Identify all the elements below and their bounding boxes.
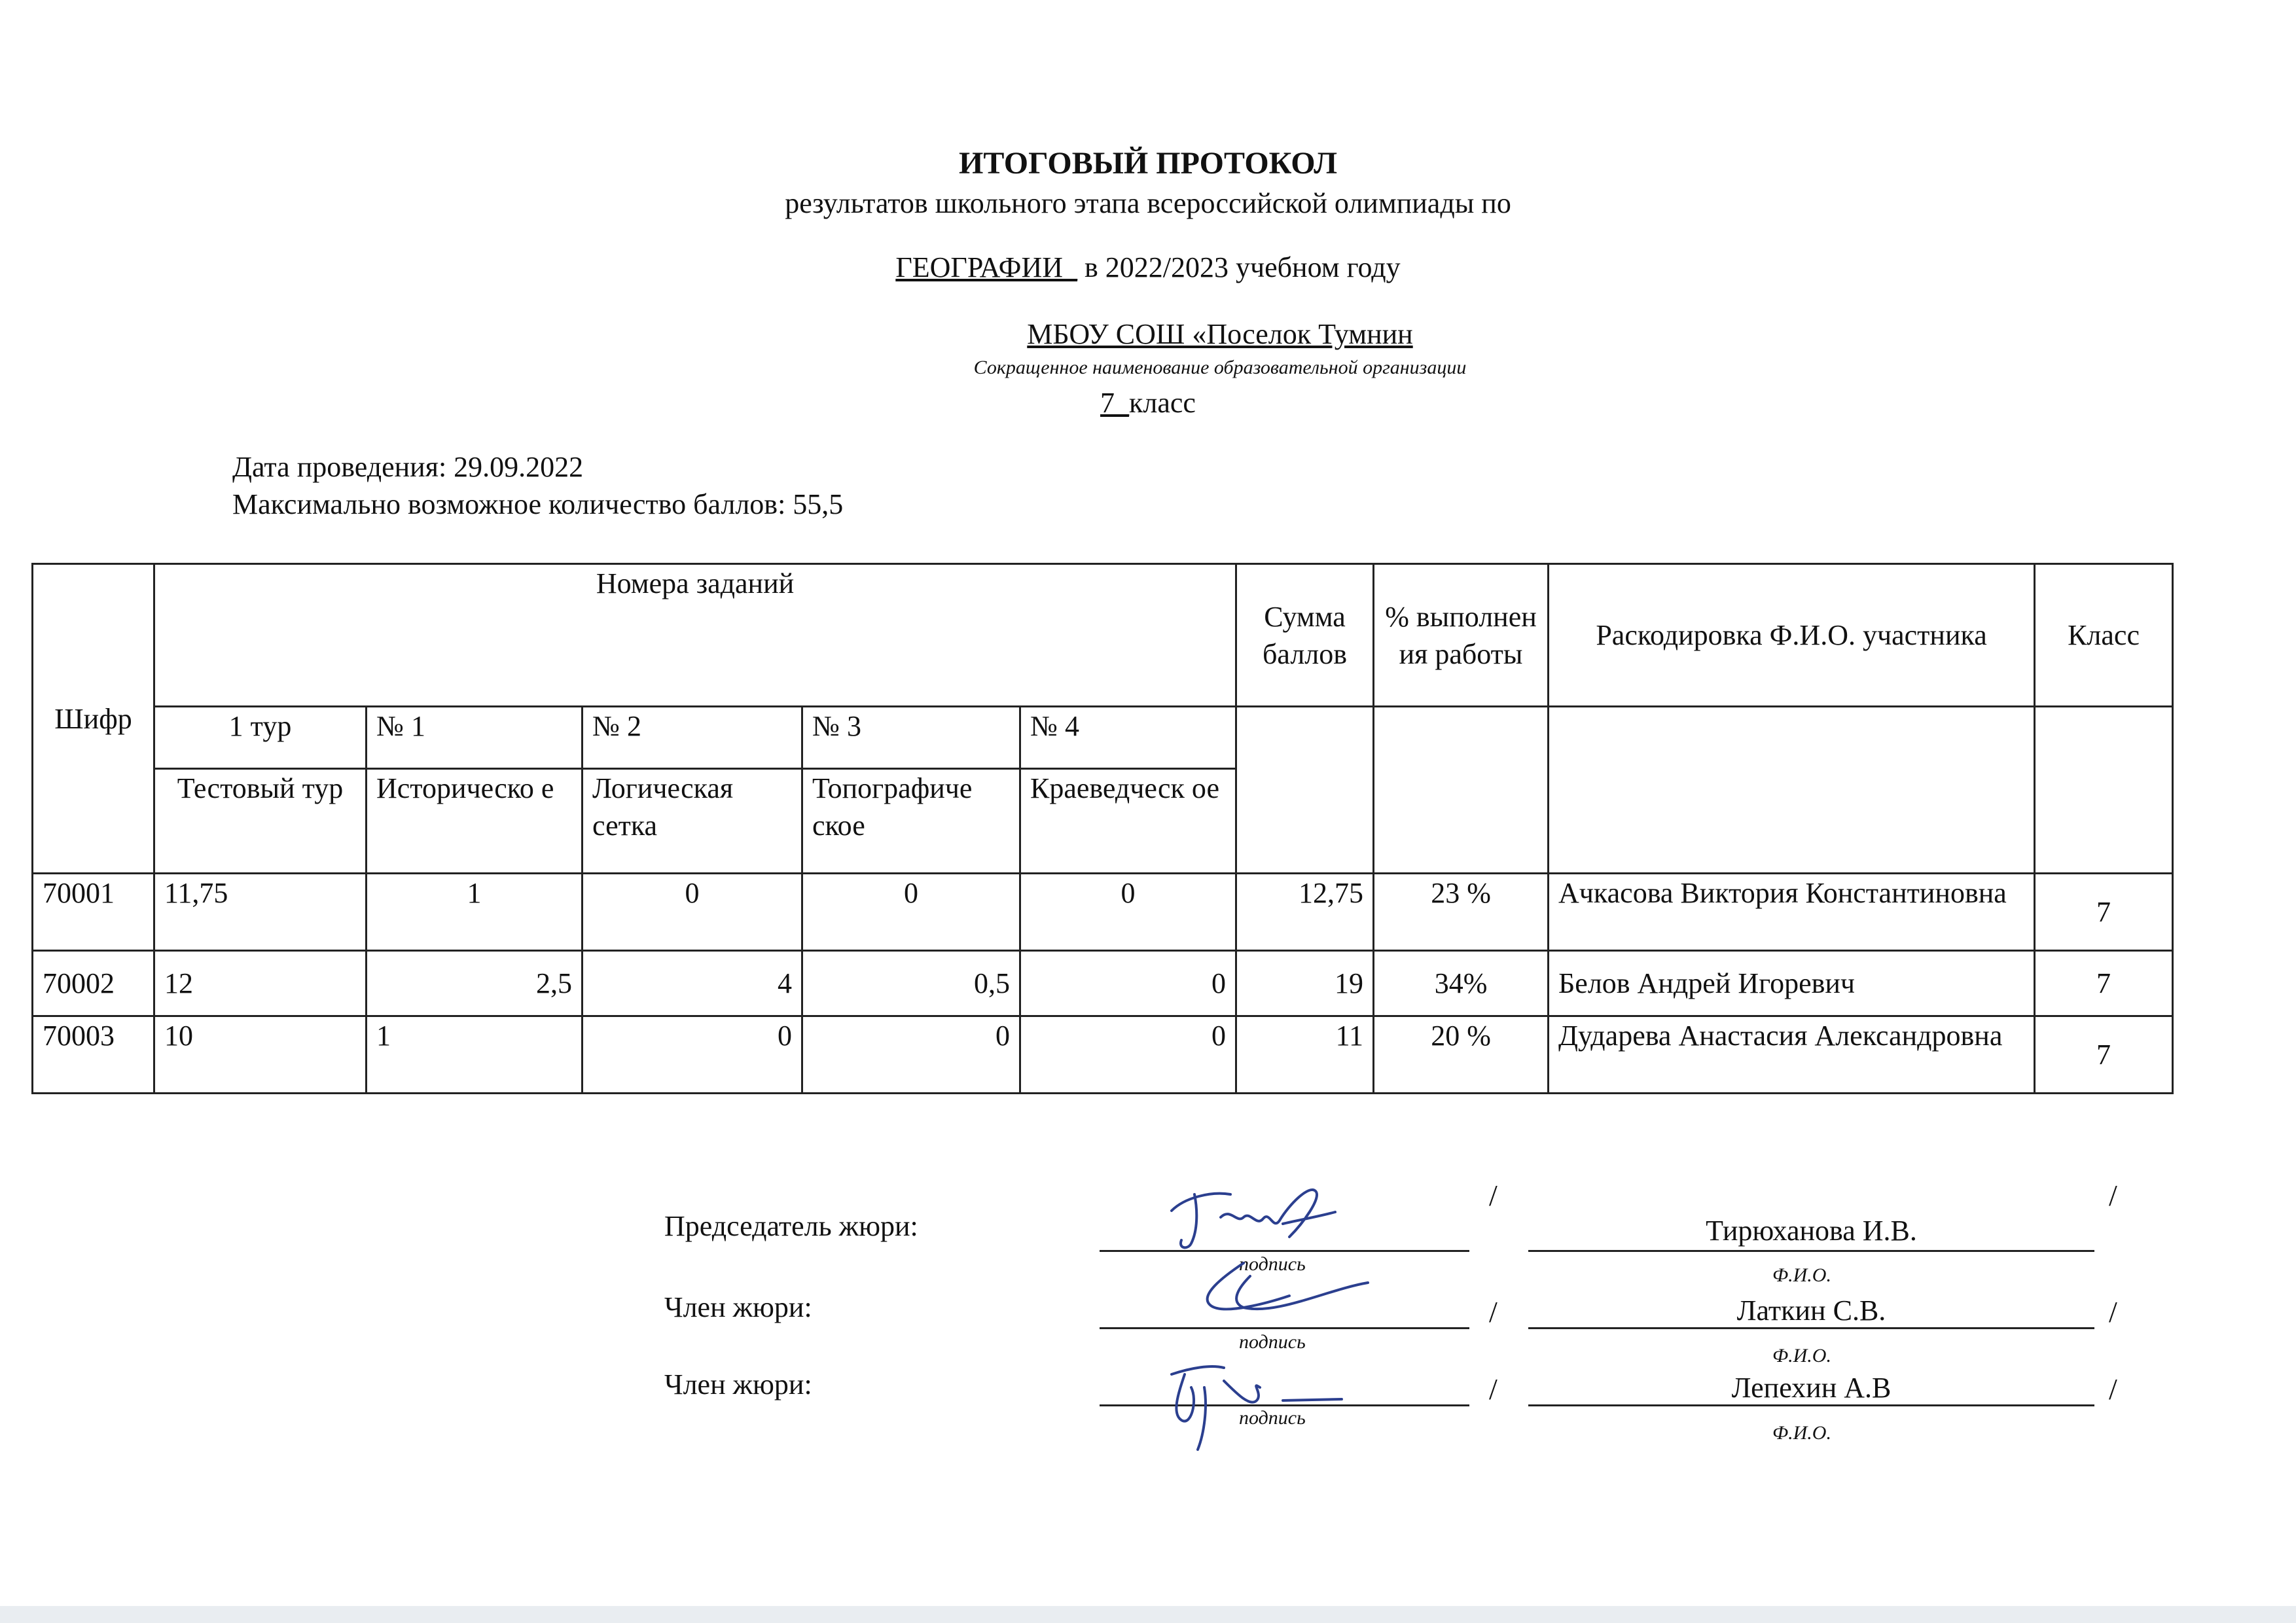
subject-name: ГЕОГРАФИИ_ <box>895 251 1077 283</box>
table-row <box>33 951 2173 1016</box>
school-name: МБОУ СОШ «Поселок Тумнин <box>1027 318 1413 350</box>
name-cell: Белов Андрей Игоревич <box>1549 951 2035 1016</box>
cipher-cell: 70002 <box>33 951 154 1016</box>
jury-role-member: Член жюри: <box>664 1368 812 1400</box>
fio-line <box>1528 1404 2094 1406</box>
header-row-1 <box>33 564 2173 707</box>
task-number-cell: 1 тур <box>154 707 367 769</box>
fio-caption: Ф.И.О. <box>1772 1264 1831 1286</box>
task-name-cell: Историческо е <box>367 769 583 874</box>
score-cell: 0 <box>583 1016 802 1094</box>
score-cell: 0,5 <box>802 951 1020 1016</box>
page-edge <box>0 1606 2296 1623</box>
jury-name-chairman: Тирюханова И.В. <box>1706 1215 1917 1247</box>
class-cell: 7 <box>2035 951 2173 1016</box>
score-cell: 0 <box>583 874 802 951</box>
class-cell: 7 <box>2035 874 2173 951</box>
header-sum: Сумма баллов <box>1236 564 1374 707</box>
task-number-cell: № 4 <box>1020 707 1236 769</box>
score-cell: 2,5 <box>367 951 583 1016</box>
score-cell: 0 <box>1020 874 1236 951</box>
sum-cell: 11 <box>1236 1016 1374 1094</box>
school-caption: Сокращенное наименование образовательной организации <box>973 357 1467 378</box>
header-percent: % выполнен ия работы <box>1374 564 1549 707</box>
score-cell: 12 <box>154 951 367 1016</box>
separator-slash: / <box>1489 1372 1498 1406</box>
separator-slash: / <box>1489 1295 1498 1329</box>
task-name-cell: Топографиче ское <box>802 769 1020 874</box>
separator-slash: / <box>2109 1295 2117 1329</box>
percent-cell: 20 % <box>1374 1016 1549 1094</box>
date-line: Дата проведения: 29.09.2022 <box>232 451 584 483</box>
score-cell: 0 <box>802 874 1020 951</box>
task-name-cell: Тестовый тур <box>154 769 367 874</box>
header-class: Класс <box>2035 564 2173 707</box>
grade-label: класс <box>1129 387 1196 419</box>
task-number-cell: № 3 <box>802 707 1020 769</box>
separator-slash: / <box>2109 1179 2117 1212</box>
score-cell: 0 <box>1020 951 1236 1016</box>
signature-caption: подпись <box>1239 1407 1306 1429</box>
fio-line <box>1528 1327 2094 1329</box>
task-number-cell: № 2 <box>583 707 802 769</box>
handwritten-signature-member-1 <box>1172 1250 1381 1329</box>
score-cell: 1 <box>367 874 583 951</box>
jury-role-chairman: Председатель жюри: <box>664 1210 918 1242</box>
sum-cell: 12,75 <box>1236 874 1374 951</box>
sum-cell: 19 <box>1236 951 1374 1016</box>
empty-cell <box>1549 707 2035 874</box>
task-name-cell: Логическая сетка <box>583 769 802 874</box>
empty-cell <box>1374 707 1549 874</box>
grade-line <box>0 386 2296 419</box>
task-name-cell: Краеведческ ое <box>1020 769 1236 874</box>
signature-caption: подпись <box>1239 1253 1306 1275</box>
score-cell: 0 <box>802 1016 1020 1094</box>
max-points-line: Максимально возможное количество баллов: 55,5 <box>232 488 844 520</box>
header-cipher: Шифр <box>33 564 154 874</box>
fio-caption: Ф.И.О. <box>1772 1345 1831 1366</box>
task-number-cell: № 1 <box>367 707 583 769</box>
header-row-2 <box>33 707 2173 769</box>
grade-value: 7_ <box>1100 387 1130 419</box>
score-cell: 11,75 <box>154 874 367 951</box>
jury-role-member: Член жюри: <box>664 1291 812 1323</box>
handwritten-signature-member-2 <box>1145 1348 1355 1459</box>
jury-name-member: Лепехин А.В <box>1731 1372 1892 1404</box>
empty-cell <box>1236 707 1374 874</box>
cipher-cell: 70003 <box>33 1016 154 1094</box>
results-table <box>31 563 2174 1094</box>
document-title: ИТОГОВЫЙ ПРОТОКОЛ <box>959 146 1337 181</box>
table-row <box>33 1016 2173 1094</box>
score-cell: 1 <box>367 1016 583 1094</box>
percent-cell: 34% <box>1374 951 1549 1016</box>
score-cell: 0 <box>1020 1016 1236 1094</box>
name-cell: Ачкасова Виктория Константиновна <box>1549 874 2035 951</box>
fio-line <box>1528 1250 2094 1252</box>
cipher-cell: 70001 <box>33 874 154 951</box>
separator-slash: / <box>1489 1179 1498 1212</box>
fio-caption: Ф.И.О. <box>1772 1422 1831 1444</box>
subject-line <box>0 251 2296 284</box>
score-cell: 10 <box>154 1016 367 1094</box>
separator-slash: / <box>2109 1372 2117 1406</box>
document-subtitle: результатов школьного этапа всероссийской олимпиады по <box>785 187 1511 219</box>
subject-year: в 2022/2023 учебном году <box>1077 251 1401 283</box>
signature-caption: подпись <box>1239 1331 1306 1353</box>
header-decoding: Раскодировка Ф.И.О. участника <box>1549 564 2035 707</box>
header-tasks: Номера заданий <box>154 564 1236 707</box>
name-cell: Дударева Анастасия Александровна <box>1549 1016 2035 1094</box>
class-cell: 7 <box>2035 1016 2173 1094</box>
jury-name-member: Латкин С.В. <box>1736 1294 1886 1327</box>
score-cell: 4 <box>583 951 802 1016</box>
table-row <box>33 874 2173 951</box>
empty-cell <box>2035 707 2173 874</box>
percent-cell: 23 % <box>1374 874 1549 951</box>
